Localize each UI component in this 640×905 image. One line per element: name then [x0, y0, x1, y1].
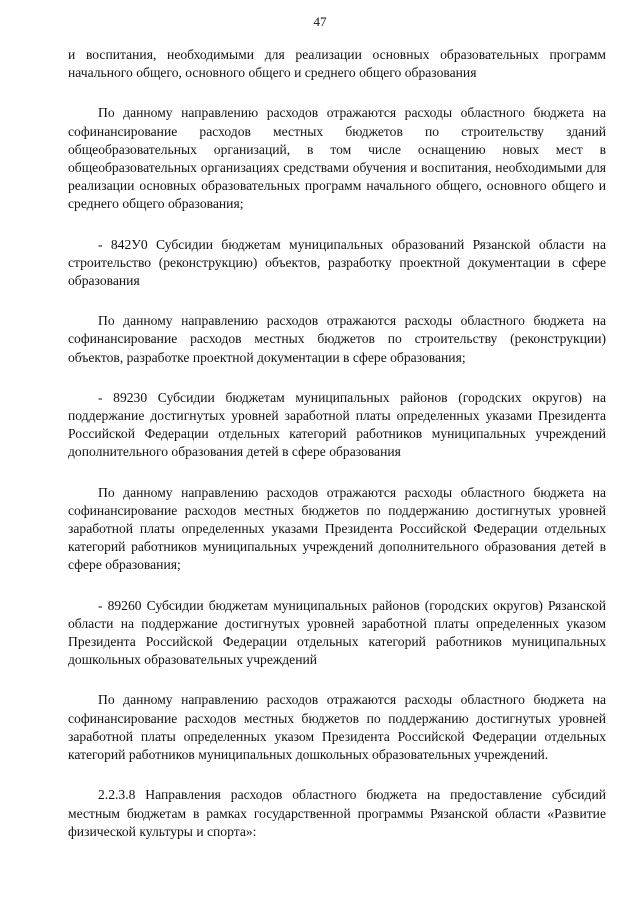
paragraph-description: По данному направлению расходов отражаются расходы областного бюджета на софинансирование расходов местных бюджетов по строительству (реконструкции) объектов, разработке проектной документации в сфере образования; [68, 313, 606, 365]
paragraph-description: По данному направлению расходов отражаются расходы областного бюджета на софинансирование расходов местных бюджетов по поддержанию достигнутых уровней заработной платы определенных указами Президента Российской Федерации отдельных категорий работников муниципальных учреждений дополнительного образования детей в сфере образования; [68, 484, 606, 573]
paragraph-continuation: и воспитания, необходимыми для реализации основных образовательных программ начального общего, основного общего и среднего общего образования [68, 47, 606, 81]
paragraph-description: По данному направлению расходов отражаются расходы областного бюджета на софинансирование расходов местных бюджетов по строительству зданий общеобразовательных организаций, в том числе оснащению новых мест в общеобразовательных организациях средствами обучения и воспитания, необходимыми для реализации основных образовательных программ начального общего, основного общего и среднего общего образования; [68, 105, 606, 212]
page-number: 47 [313, 14, 327, 29]
paragraph-expense-code-842u0: - 842У0 Субсидии бюджетам муниципальных образований Рязанской области на строительство (реконструкцию) объектов, разработку проектной документации в сфере образования [68, 236, 606, 289]
document-body [68, 46, 606, 841]
paragraph-expense-code-89260: - 89260 Субсидии бюджетам муниципальных районов (городских округов) Рязанской области на поддержание достигнутых уровней заработной платы определенных указом Президента Российской Федерации отдельных категорий работников муниципальных дошкольных образовательных учреждений [68, 597, 606, 668]
section-heading-2-2-3-8: 2.2.3.8 Направления расходов областного бюджета на предоставление субсидий местным бюджетам в рамках государственной программы Рязанской области «Развитие физической культуры и спорта»: [68, 787, 606, 839]
paragraph-expense-code-89230: - 89230 Субсидии бюджетам муниципальных районов (городских округов) на поддержание достигнутых уровней заработной платы определенных указами Президента Российской Федерации отдельных категорий работников муниципальных учреждений дополнительного образования детей в сфере образования [68, 389, 606, 460]
paragraph-description: По данному направлению расходов отражаются расходы областного бюджета на софинансирование расходов местных бюджетов по поддержанию достигнутых уровней заработной платы определенных указом Президента Российской Федерации отдельных категорий работников муниципальных дошкольных образовательных учреждений. [68, 692, 606, 763]
